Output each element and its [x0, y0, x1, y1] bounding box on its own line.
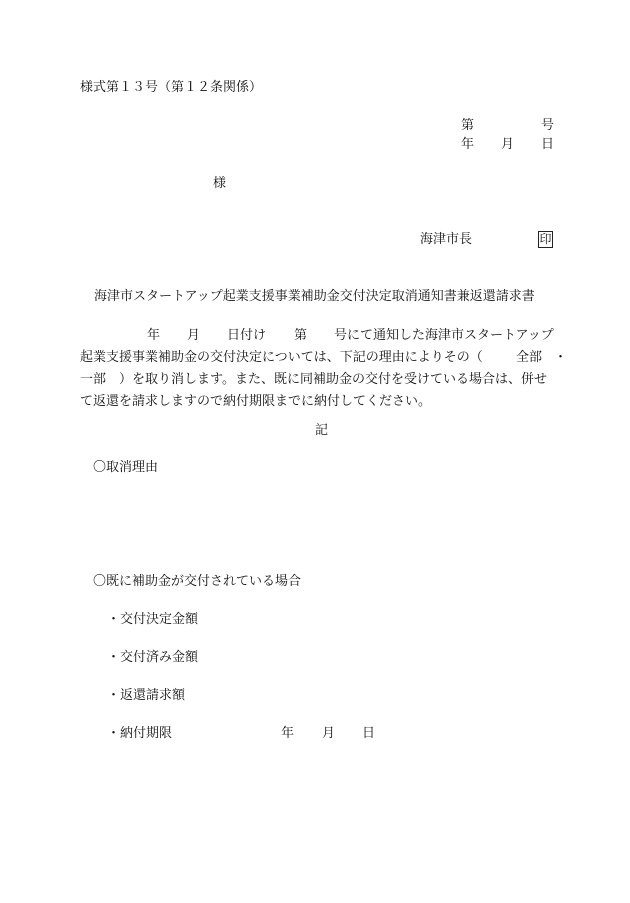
body-line-4: て返還を請求しますので納付期限までに納付してください。 [80, 394, 432, 409]
body-nen: 年 [147, 328, 161, 343]
section-reason: 〇取消理由 [93, 460, 159, 475]
body-line1-rest: 号にて通知した海津市スタートアップ [334, 328, 554, 343]
doc-number-dai: 第 [461, 118, 475, 133]
item-decided-amount: ・交付決定金額 [107, 612, 199, 627]
form-number: 様式第１３号（第１２条関係） [80, 80, 263, 95]
body-line-3: 一部 ）を取り消します。また、既に同補助金の交付を受けている場合は、併せ [80, 372, 547, 387]
item-deadline-hi: 日 [362, 726, 376, 741]
item-paid-amount: ・交付済み金額 [107, 650, 199, 665]
body-dot: ・ [554, 350, 568, 365]
item-deadline-label: ・納付期限 [107, 726, 173, 741]
document-title: 海津市スタートアップ起業支援事業補助金交付決定取消通知書兼返還請求書 [94, 289, 535, 304]
date-nen: 年 [461, 137, 475, 152]
doc-number-go: 号 [541, 118, 555, 133]
date-tsuki: 月 [501, 137, 515, 152]
body-paragraph [80, 325, 568, 413]
date-hi: 日 [541, 137, 555, 152]
sender-title: 海津市長 [420, 232, 473, 247]
body-line2-text: 起業支援事業補助金の交付決定については、下記の理由によりその（ [80, 350, 483, 365]
ki-heading: 記 [315, 423, 329, 438]
body-line-1 [80, 325, 562, 347]
item-deadline-nen: 年 [281, 726, 295, 741]
body-hitsuke: 日付け [227, 328, 267, 343]
item-refund-amount: ・返還請求額 [107, 688, 186, 703]
item-deadline-tsuki: 月 [322, 726, 336, 741]
body-zenbu: 全部 [516, 350, 543, 365]
body-dai: 第 [294, 328, 308, 343]
section-paid: 〇既に補助金が交付されている場合 [93, 574, 302, 589]
addressee-suffix: 様 [213, 176, 227, 191]
body-line-2 [80, 347, 568, 369]
seal-stamp: 印 [539, 232, 552, 246]
body-tsuki: 月 [187, 328, 201, 343]
